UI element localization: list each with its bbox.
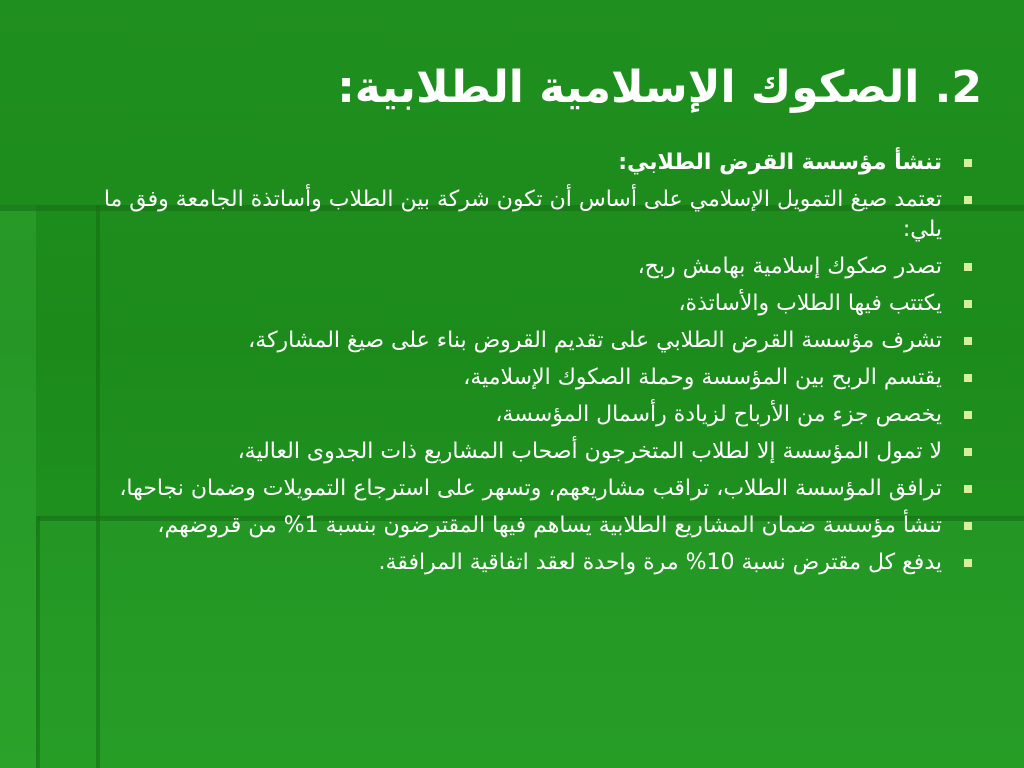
square-bullet-icon <box>964 159 972 167</box>
square-bullet-icon <box>964 448 972 456</box>
bullet-text: يكتتب فيها الطلاب والأساتذة، <box>678 291 942 316</box>
bullet-text: يدفع كل مقترض نسبة 10% مرة واحدة لعقد اتفاقية المرافقة. <box>378 550 942 575</box>
square-bullet-icon <box>964 337 972 345</box>
list-item <box>80 474 980 504</box>
list-item <box>80 326 980 356</box>
square-bullet-icon <box>964 522 972 530</box>
square-bullet-icon <box>964 300 972 308</box>
square-bullet-icon <box>964 485 972 493</box>
square-bullet-icon <box>964 411 972 419</box>
bullet-text: تنشأ مؤسسة ضمان المشاريع الطلابية يساهم فيها المقترضون بنسبة 1% من قروضهم، <box>157 513 942 538</box>
list-item <box>80 437 980 467</box>
background-strip <box>0 205 36 768</box>
square-bullet-icon <box>964 559 972 567</box>
bullet-text: تعتمد صيغ التمويل الإسلامي على أساس أن تكون شركة بين الطلاب وأساتذة الجامعة وفق ما يلي: <box>103 187 942 242</box>
slide-title: 2. الصكوك الإسلامية الطلابية: <box>337 62 982 113</box>
bullet-text: لا تمول المؤسسة إلا لطلاب المتخرجون أصحاب المشاريع ذات الجدوى العالية، <box>237 439 942 464</box>
bullet-text: يقتسم الربح بين المؤسسة وحملة الصكوك الإسلامية، <box>463 365 942 390</box>
list-item <box>80 148 980 178</box>
list-item <box>80 289 980 319</box>
list-item <box>80 252 980 282</box>
bullet-text: تصدر صكوك إسلامية بهامش ربح، <box>637 254 942 279</box>
square-bullet-icon <box>964 196 972 204</box>
bullet-list <box>80 148 980 585</box>
list-item <box>80 511 980 541</box>
list-item <box>80 185 980 245</box>
bullet-text: ترافق المؤسسة الطلاب، تراقب مشاريعهم، وتسهر على استرجاع التمويلات وضمان نجاحها، <box>119 476 942 501</box>
bullet-text: يخصص جزء من الأرباح لزيادة رأسمال المؤسسة، <box>495 402 942 427</box>
list-item <box>80 363 980 393</box>
square-bullet-icon <box>964 374 972 382</box>
list-item <box>80 548 980 578</box>
list-item <box>80 400 980 430</box>
square-bullet-icon <box>964 263 972 271</box>
bullet-text: تنشأ مؤسسة القرض الطلابي: <box>618 150 942 175</box>
bullet-text: تشرف مؤسسة القرض الطلابي على تقديم القروض بناء على صيغ المشاركة، <box>248 328 942 353</box>
background-rule <box>36 516 40 768</box>
